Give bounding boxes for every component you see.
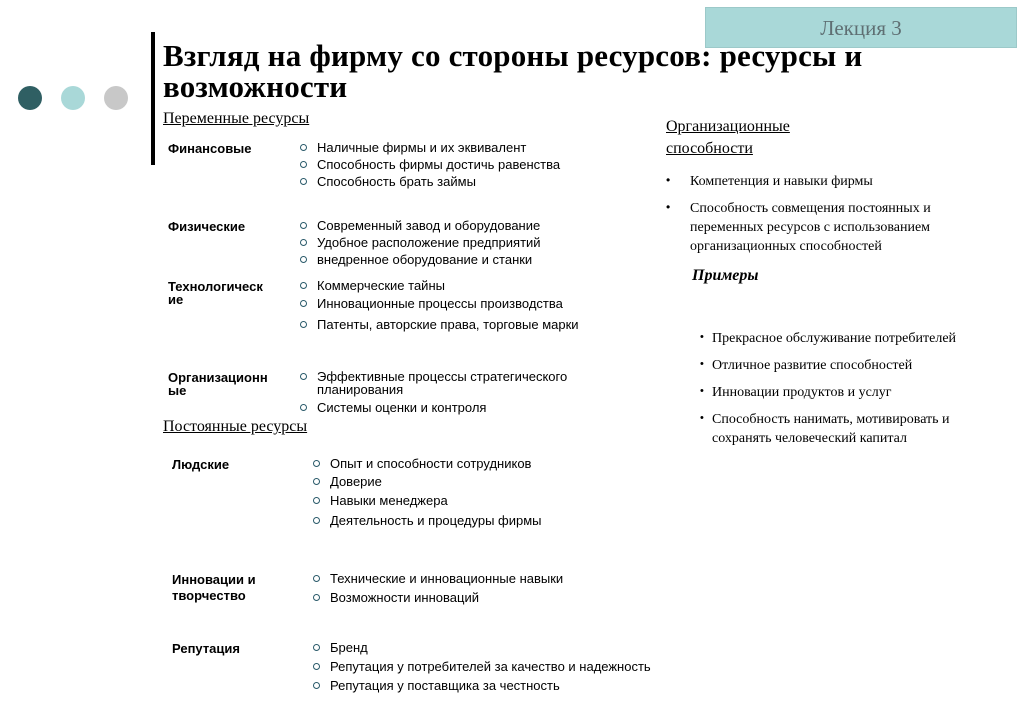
- category-reputation: Репутация: [172, 641, 240, 656]
- list-item: Бренд: [330, 640, 368, 655]
- bullet-icon: [313, 594, 320, 601]
- capabilities-heading: Организационные: [666, 118, 790, 135]
- capability-item-cont: переменных ресурсов с использованием: [690, 220, 931, 235]
- category-human: Людские: [172, 457, 230, 472]
- list-item-cont: планирования: [317, 382, 404, 397]
- bullet-icon: [300, 404, 307, 411]
- slide-title: Взгляд на фирму со стороны ресурсов: ресурсы и возможности: [163, 38, 863, 104]
- list-item: Современный завод и оборудование: [317, 218, 541, 233]
- category-technological-cont: ие: [168, 292, 184, 307]
- gray-dot-icon: [104, 86, 128, 110]
- list-item: Удобное расположение предприятий: [317, 235, 541, 250]
- bullet-icon: [300, 256, 307, 263]
- lecture-label: Лекция 3: [705, 7, 1017, 48]
- capability-item-cont: организационных способностей: [690, 239, 882, 254]
- category-innovation: Инновации и: [172, 572, 256, 587]
- list-item: Эффективные процессы стратегического: [317, 369, 568, 384]
- category-organizational: Организационн: [168, 370, 268, 385]
- bullet-icon: [300, 373, 307, 380]
- bullet-icon: [300, 222, 307, 229]
- title-divider: [151, 32, 155, 165]
- list-item: Технические и инновационные навыки: [330, 571, 564, 586]
- bullet-icon: [313, 460, 320, 467]
- category-technological: Технологическ: [168, 279, 263, 294]
- list-item: Деятельность и процедуры фирмы: [330, 513, 542, 528]
- bullet-icon: [313, 497, 320, 504]
- bullet-icon: •: [700, 385, 704, 397]
- list-item: Способность фирмы достичь равенства: [317, 157, 561, 172]
- list-item: Системы оценки и контроля: [317, 400, 487, 415]
- list-item: Доверие: [330, 474, 382, 489]
- list-item: Коммерческие тайны: [317, 278, 445, 293]
- variable-resources-heading: Переменные ресурсы: [163, 110, 310, 127]
- list-item: Инновационные процессы производства: [317, 296, 563, 311]
- example-item: Способность нанимать, мотивировать и: [712, 412, 950, 427]
- examples-label: Примеры: [692, 267, 759, 284]
- list-item: Способность брать займы: [317, 174, 476, 189]
- bullet-icon: [300, 300, 307, 307]
- list-item: Возможности инноваций: [330, 590, 479, 605]
- dark-dot-icon: [18, 86, 42, 110]
- bullet-icon: [313, 663, 320, 670]
- list-item: внедренное оборудование и станки: [317, 252, 533, 267]
- capabilities-heading-cont: способности: [666, 140, 753, 157]
- category-financial: Финансовые: [168, 141, 252, 156]
- bullet-icon: [313, 644, 320, 651]
- bullet-icon: •: [700, 358, 704, 370]
- bullet-icon: [313, 575, 320, 582]
- bullet-icon: [313, 478, 320, 485]
- list-item: Наличные фирмы и их эквивалент: [317, 140, 527, 155]
- bullet-icon: •: [700, 331, 704, 343]
- bullet-icon: [300, 178, 307, 185]
- example-item: Прекрасное обслуживание потребителей: [712, 331, 957, 346]
- permanent-resources-heading: Постоянные ресурсы: [163, 418, 308, 435]
- category-organizational-cont: ые: [168, 383, 187, 398]
- bullet-icon: [300, 239, 307, 246]
- example-item: Инновации продуктов и услуг: [712, 385, 892, 400]
- bullet-icon: •: [666, 173, 671, 187]
- bullet-icon: [300, 282, 307, 289]
- example-item-cont: сохранять человеческий капитал: [712, 431, 907, 446]
- capability-item: Способность совмещения постоянных и: [690, 201, 931, 216]
- bullet-icon: [300, 321, 307, 328]
- bullet-icon: •: [700, 412, 704, 424]
- capability-item: Компетенция и навыки фирмы: [690, 174, 873, 189]
- list-item: Репутация у потребителей за качество и надежность: [330, 659, 651, 674]
- bullet-icon: [313, 682, 320, 689]
- light-dot-icon: [61, 86, 85, 110]
- list-item: Репутация у поставщика за честность: [330, 678, 560, 693]
- example-item: Отличное развитие способностей: [712, 358, 913, 373]
- list-item: Опыт и способности сотрудников: [330, 456, 532, 471]
- list-item: Навыки менеджера: [330, 493, 448, 508]
- category-innovation-cont: творчество: [172, 588, 246, 603]
- bullet-icon: [300, 144, 307, 151]
- category-physical: Физические: [168, 219, 246, 234]
- bullet-icon: [313, 517, 320, 524]
- bullet-icon: •: [666, 200, 671, 214]
- bullet-icon: [300, 161, 307, 168]
- list-item: Патенты, авторские права, торговые марки: [317, 317, 579, 332]
